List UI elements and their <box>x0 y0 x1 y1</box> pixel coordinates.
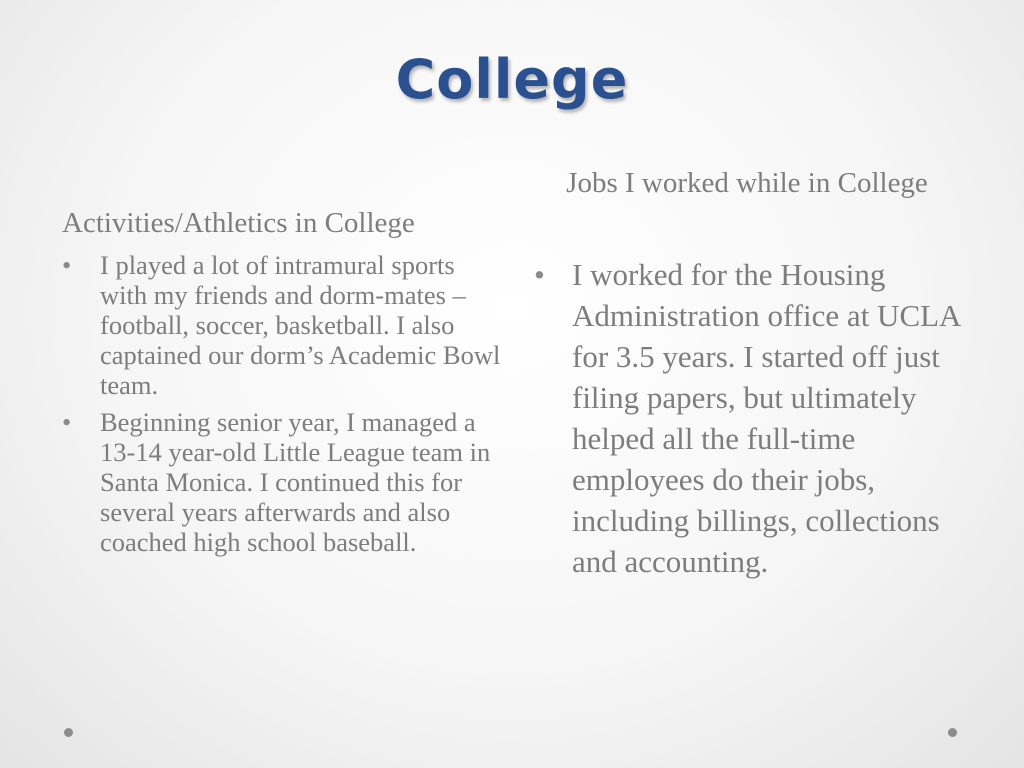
activities-list <box>62 250 502 564</box>
list-item <box>62 407 502 557</box>
jobs-heading: Jobs I worked while in College <box>566 167 928 199</box>
list-item <box>534 254 984 582</box>
corner-dot-icon <box>948 728 957 737</box>
list-item-text: I played a lot of intramural sports with my friends and dorm-mates – football, soccer, basketball. I also captained our dorm’s Academic Bowl team. <box>100 250 501 400</box>
list-item-text: I worked for the Housing Administration office at UCLA for 3.5 years. I started off just filing papers, but ultimately helped all the full-time employees do their jobs, including billings, collections and accounting. <box>572 257 960 579</box>
bullet-icon: • <box>62 407 72 437</box>
slide-title: College <box>395 48 629 111</box>
jobs-list <box>534 254 984 582</box>
activities-heading: Activities/Athletics in College <box>62 207 415 239</box>
bullet-icon: • <box>534 257 545 292</box>
list-item <box>62 250 502 400</box>
bullet-icon: • <box>62 250 72 280</box>
corner-dot-icon <box>64 728 73 737</box>
list-item-text: Beginning senior year, I managed a 13-14 year-old Little League team in Santa Monica. I continued this for several years afterwards and also coached high school baseball. <box>100 407 491 557</box>
